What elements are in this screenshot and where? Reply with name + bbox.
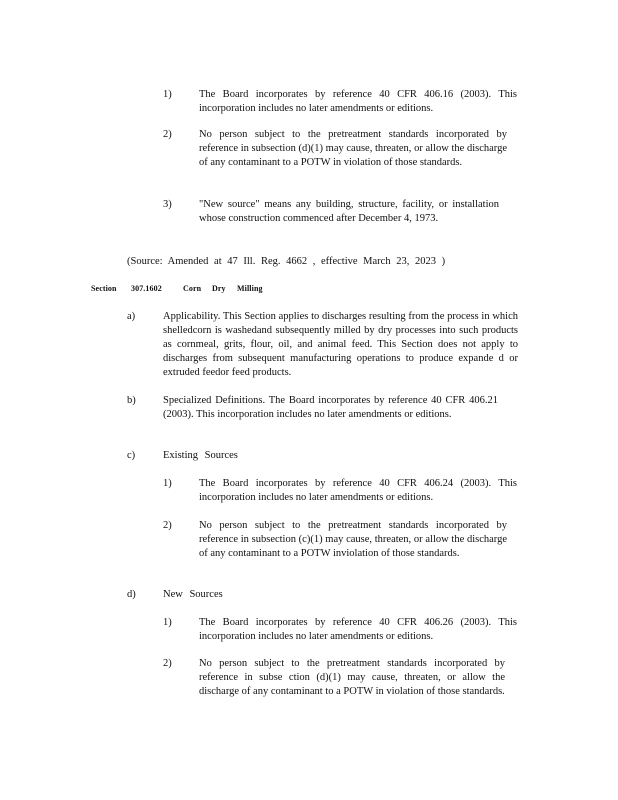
subsection-label: c) xyxy=(127,450,136,461)
subsection-label: d) xyxy=(127,589,136,600)
subsection-heading: Existing Sources xyxy=(163,450,238,461)
section-title-word: Corn xyxy=(183,284,202,293)
item-text: No person subject to the pretreatment standards incorporated by reference in subse ction (d)(1) may cause, threaten, or allow the discharge of any contaminant to a POTW in violation of those standards. xyxy=(199,658,505,697)
item-number: 2) xyxy=(163,520,172,531)
subsection-text: Specialized Definitions. The Board incorporates by reference 40 CFR 406.21 (2003). This incorporation includes no later amendments or editions. xyxy=(163,395,498,420)
section-label: Section xyxy=(91,284,117,293)
item-text: "New source" means any building, structure, facility, or installation whose construction commenced after December 4, 1973. xyxy=(199,199,499,224)
item-number: 1) xyxy=(163,617,172,628)
section-number: 307.1602 xyxy=(131,284,162,293)
source-note: (Source: Amended at 47 Ill. Reg. 4662 , effective March 23, 2023 ) xyxy=(127,256,446,267)
item-number: 1) xyxy=(163,89,172,100)
subsection-text: Applicability. This Section applies to discharges resulting from the process in which shelledcorn is washedand subsequently milled by dry processes into such products as cornmeal, grits, flour, oil, and animal feed. This Section does not apply to discharges from subsequent manufacturing operations to produce expande d or extruded feedor feed products. xyxy=(163,311,518,378)
item-text: The Board incorporates by reference 40 CFR 406.24 (2003). This incorporation includes no later amendments or editions. xyxy=(199,478,517,503)
subsection-heading: New Sources xyxy=(163,589,223,600)
item-text: The Board incorporates by reference 40 CFR 406.26 (2003). This incorporation includes no later amendments or editions. xyxy=(199,617,517,642)
section-title-word: Milling xyxy=(237,284,263,293)
item-number: 1) xyxy=(163,478,172,489)
item-number: 3) xyxy=(163,199,172,210)
item-text: The Board incorporates by reference 40 CFR 406.16 (2003). This incorporation includes no later amendments or editions. xyxy=(199,89,517,114)
section-heading xyxy=(91,283,291,295)
item-text: No person subject to the pretreatment standards incorporated by reference in subsection (d)(1) may cause, threaten, or allow the discharge of any contaminant to a POTW in violation of those standards. xyxy=(199,129,507,168)
item-number: 2) xyxy=(163,658,172,669)
item-text: No person subject to the pretreatment standards incorporated by reference in subsection (c)(1) may cause, threaten, or allow the discharge of any contaminant to a POTW inviolation of those standards. xyxy=(199,520,507,559)
subsection-label: a) xyxy=(127,311,136,322)
subsection-label: b) xyxy=(127,395,136,406)
section-title-word: Dry xyxy=(212,284,226,293)
item-number: 2) xyxy=(163,129,172,140)
